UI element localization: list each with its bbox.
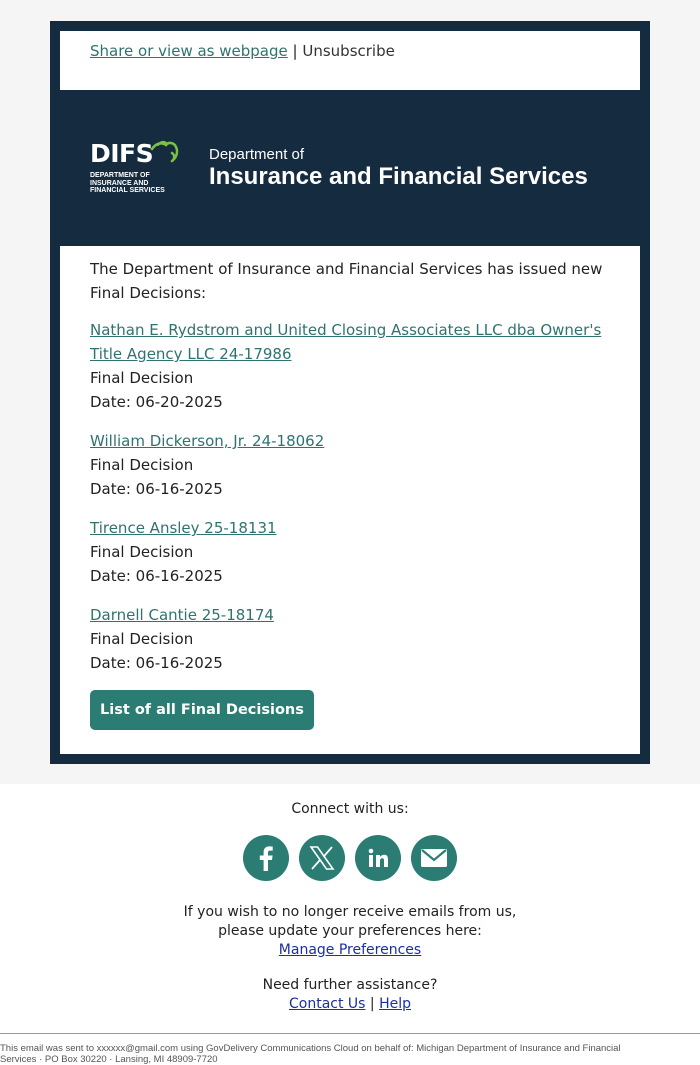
department-title [209, 146, 588, 191]
decision-date: Date: 06-16-2025 [90, 567, 223, 585]
difs-logo [90, 139, 185, 199]
assistance-text: Need further assistance? Contact Us | Help [0, 976, 700, 1014]
decision-item [90, 429, 610, 501]
x-icon[interactable] [299, 835, 345, 881]
facebook-icon[interactable] [243, 835, 289, 881]
decision-link[interactable]: Darnell Cantie 25-18174 [90, 606, 274, 624]
decision-type: Final Decision [90, 543, 194, 561]
decision-item [90, 516, 610, 588]
contact-us-link[interactable]: Contact Us [288, 996, 366, 1012]
manage-preferences-link[interactable]: Manage Preferences [278, 942, 422, 958]
unsubscribe-link[interactable]: Unsubscribe [302, 42, 395, 60]
decision-date: Date: 06-20-2025 [90, 393, 223, 411]
topbar-separator: | [292, 42, 298, 60]
connect-label: Connect with us: [291, 801, 409, 817]
decision-item [90, 318, 610, 414]
help-links [0, 995, 700, 1014]
intro-text: The Department of Insurance and Financial Services has issued new Final Decisions: [90, 260, 603, 302]
logo-subtitle: DEPARTMENT OF INSURANCE AND FINANCIAL SERVICES [90, 172, 165, 194]
top-links-bar [60, 31, 640, 90]
list-all-decisions-button[interactable]: List of all Final Decisions [90, 690, 314, 730]
email-header [60, 90, 640, 246]
help-link[interactable]: Help [379, 996, 411, 1012]
legal-text: This email was sent to xxxxxx@gmail.com using GovDelivery Communications Cloud on behalf of: Michigan Department of Insurance and Financial Services · PO Box 30220 · Lansing, MI 48909-7720 [0, 1043, 621, 1065]
linkedin-icon[interactable] [355, 835, 401, 881]
logo-text: DIFS [90, 139, 154, 168]
share-webpage-link[interactable]: Share or view as webpage [90, 42, 288, 60]
decision-link[interactable]: William Dickerson, Jr. 24-18062 [90, 432, 325, 450]
social-icons [0, 835, 700, 881]
decision-item [90, 603, 610, 675]
department-of-label: Department of [209, 146, 305, 163]
decision-type: Final Decision [90, 630, 194, 648]
department-name: Insurance and Financial Services [209, 163, 588, 190]
email-footer [0, 784, 700, 1014]
decision-link[interactable]: Tirence Ansley 25-18131 [90, 519, 277, 537]
footer-divider [0, 1033, 700, 1034]
decision-date: Date: 06-16-2025 [90, 654, 223, 672]
email-icon[interactable] [411, 835, 457, 881]
email-frame [50, 21, 650, 764]
michigan-mark-icon [148, 139, 182, 171]
decision-link[interactable]: Nathan E. Rydstrom and United Closing Associates LLC dba Owner's Title Agency LLC 24-17986 [90, 321, 602, 363]
decision-date: Date: 06-16-2025 [90, 480, 223, 498]
preferences-text: If you wish to no longer receive emails from us, please update your preferences here: Manage Preferences [183, 904, 517, 958]
email-content [60, 246, 640, 754]
decision-type: Final Decision [90, 369, 194, 387]
decision-type: Final Decision [90, 456, 194, 474]
help-separator: | [369, 996, 375, 1012]
